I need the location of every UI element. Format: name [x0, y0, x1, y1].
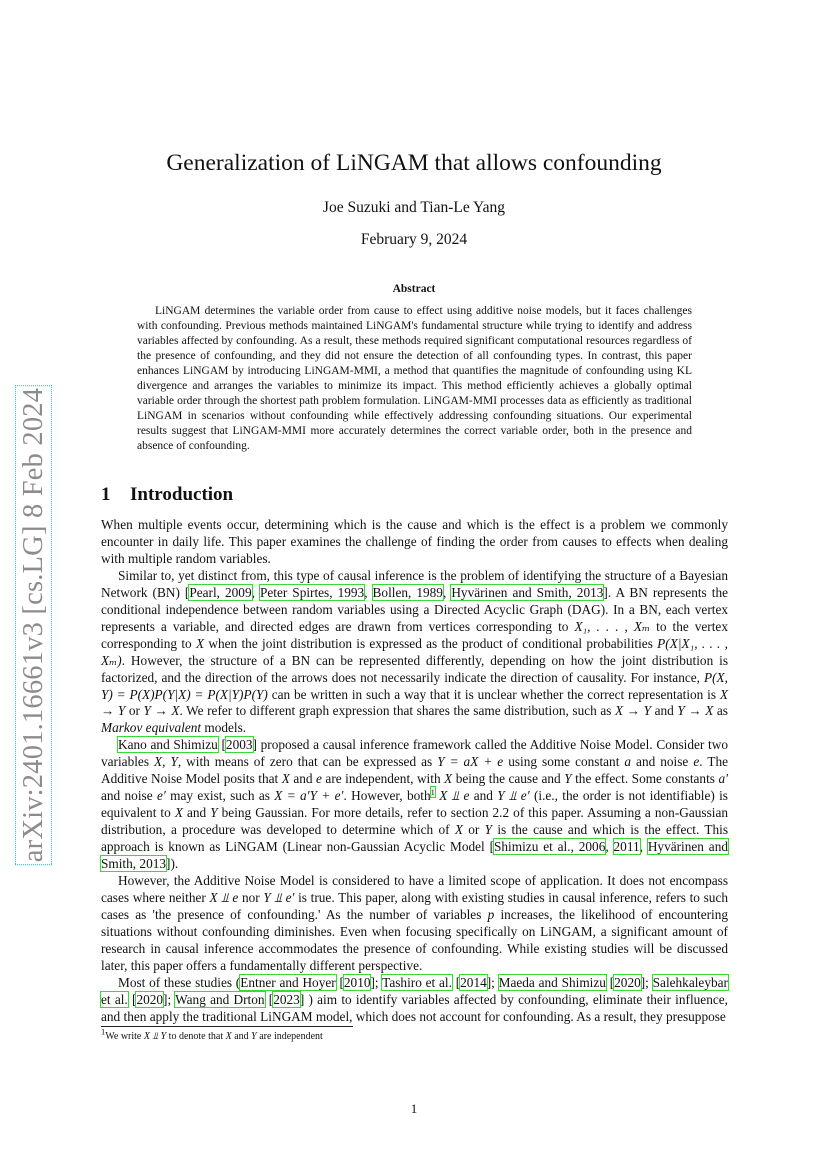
- math-expression: Y: [210, 805, 218, 821]
- citation-link[interactable]: Pearl, 2009: [189, 584, 252, 600]
- text-run: and: [650, 703, 678, 719]
- text-run: may exist, such as: [165, 788, 275, 804]
- text-run: is the cause and which is the effect. This approach is known as LiNGAM (Linear non-Gaussian Acyclic Model [: [101, 822, 728, 855]
- math-expression: Y ⫫ e′: [497, 788, 530, 804]
- text-run: and: [289, 771, 317, 787]
- text-run: ,: [442, 584, 452, 600]
- math-expression: Y ⫫ e′: [263, 889, 295, 905]
- citation-link[interactable]: Maeda and Shimizu: [498, 974, 606, 990]
- text-run: or: [125, 703, 144, 719]
- math-expression: e′: [156, 788, 166, 804]
- math-expression: p: [487, 906, 495, 922]
- text-run: [: [605, 974, 615, 990]
- text-run: ,: [364, 584, 373, 600]
- math-expression: X, Y: [154, 754, 178, 770]
- text-run: ];: [640, 974, 653, 990]
- text-run: . However, both: [343, 788, 431, 804]
- footnote-divider: [101, 1026, 353, 1027]
- citation-link[interactable]: Salehkaleybar et al.: [101, 974, 728, 1007]
- text-run: and: [182, 805, 211, 821]
- section-title: Introduction: [130, 484, 234, 505]
- math-expression: Y → X: [677, 703, 714, 719]
- math-expression: X: [225, 1031, 232, 1042]
- text-run: ]. A BN represents the conditional independence between random variables using a Directed Acyclic Graph (DAG). In a BN, each vertex represents a variable, and directed edges are drawn from vertices corresponding to: [101, 584, 729, 634]
- citation-link[interactable]: Wang and Drton: [175, 991, 265, 1007]
- math-expression: a′: [718, 771, 728, 787]
- text-run: and: [231, 1031, 252, 1042]
- text-run: increases, the likelihood of encountering situations without confounding diminishes. Even when focusing specifically on LiNGAM, a significant amount of research in causal inference accommodates the presence of confounding. While existing studies will be discussed later, this paper offers a fundamentally different perspective.: [101, 906, 729, 973]
- citation-link[interactable]: Peter Spirtes, 1993: [259, 584, 365, 600]
- citation-link[interactable]: Bollen, 1989: [372, 584, 443, 600]
- citation-link[interactable]: Hyvärinen and Smith, 2013: [101, 839, 729, 872]
- math-expression: e: [316, 771, 322, 787]
- paragraph-2: [101, 568, 728, 738]
- math-expression: Y: [251, 1031, 257, 1042]
- text-run: can be written in such a way that it is unclear whether the correct representation is: [267, 686, 720, 702]
- math-expression: a: [624, 754, 632, 770]
- math-expression: Y: [564, 771, 572, 787]
- text-run: ]).: [166, 856, 179, 872]
- citation-link[interactable]: Hyvärinen and Smith, 2013: [451, 584, 604, 600]
- text-run: , with means of zero that can be expressed as: [177, 754, 438, 770]
- math-expression: X: [444, 771, 453, 787]
- text-run: ,: [251, 584, 260, 600]
- math-expression: X: [174, 805, 183, 821]
- text-run: are independent: [256, 1031, 323, 1042]
- math-expression: X → Y: [101, 686, 728, 719]
- text-run: models.: [201, 720, 247, 736]
- text-run: to denote that: [166, 1031, 226, 1042]
- text-run: [: [264, 991, 274, 1007]
- math-expression: Y → X: [143, 703, 180, 719]
- paragraph-4: [101, 873, 728, 975]
- arxiv-identifier: [18, 388, 50, 862]
- text-run: However, the Additive Noise Model is considered to have a limited scope of application. It does not encompass cases where neither: [101, 873, 728, 905]
- text-run: [: [335, 974, 344, 990]
- section-number: 1: [101, 484, 111, 505]
- text-run: . However, the structure of a BN can be represented differently, depending on how the joint distribution is factorized, and the direction of the arrows does not necessarily indicate the direction of causality. For instance,: [101, 652, 728, 685]
- paper-title: Generalization of LiNGAM that allows confounding: [166, 150, 662, 176]
- citation-link[interactable]: 2010: [343, 974, 371, 990]
- paragraph-1: When multiple events occur, determining which is the cause and which is the effect is a problem we commonly encounter in daily life. This paper examines the challenge of finding the order from causes to effects when dealing with multiple random variables.: [101, 517, 728, 566]
- text-run: ];: [486, 974, 499, 990]
- math-expression: X₁, . . . , Xₘ: [574, 618, 651, 634]
- text-run: Similar to, yet distinct from, this type of causal inference is the problem of identifying the structure of a Bayesian Network (BN) [: [101, 567, 728, 600]
- citation-link[interactable]: 2023: [273, 991, 300, 1007]
- citation-link[interactable]: Entner and Hoyer: [240, 974, 336, 990]
- text-run: ,: [605, 839, 614, 855]
- text-run: as: [713, 703, 728, 719]
- arxiv-link[interactable]: arXiv:2401.16661v3 [cs.LG] 8 Feb 2024: [18, 387, 49, 863]
- math-expression: Y: [484, 822, 493, 838]
- citation-link[interactable]: 2011: [613, 839, 640, 855]
- paragraph-5: [101, 975, 728, 1026]
- text-run: using some constant: [503, 754, 625, 770]
- text-run: or: [462, 822, 485, 838]
- paper-authors: Joe Suzuki and Tian-Le Yang: [322, 199, 506, 216]
- text-run: ] ) aim to identify variables affected by confounding, eliminate their influence, and then apply the traditional LiNGAM model, which does not account for confounding. As a result, they presuppose: [101, 991, 728, 1024]
- paragraph-3: [101, 737, 728, 873]
- text-run: [: [451, 974, 461, 990]
- math-expression: X ⫫ e: [434, 788, 470, 804]
- text-run: We write: [105, 1031, 144, 1042]
- math-expression: X: [195, 635, 205, 651]
- citation-link[interactable]: 2003: [225, 737, 253, 753]
- abstract-heading: Abstract: [392, 283, 436, 295]
- citation-link[interactable]: Kano and Shimizu: [118, 737, 218, 753]
- math-expression: e: [693, 754, 700, 770]
- page-number: 1: [410, 1101, 418, 1116]
- emphasis-term: Markov equivalent: [101, 720, 202, 736]
- arxiv-sidebar: [18, 340, 50, 910]
- text-run: [: [217, 737, 226, 753]
- text-run: ];: [370, 974, 383, 990]
- math-expression: X: [454, 822, 463, 838]
- section-heading: [101, 484, 233, 506]
- text-run: being the cause and: [452, 771, 565, 787]
- text-run: . We refer to different graph expression that shares the same distribution, such as: [179, 703, 615, 719]
- math-expression: P(X, Y) = P(X)P(Y|X) = P(X|Y)P(Y): [101, 669, 728, 702]
- citation-link[interactable]: 2020: [136, 991, 164, 1007]
- citation-link[interactable]: Shimizu et al., 2006: [494, 839, 606, 855]
- text-run: . The Additive Noise Model posits that: [101, 754, 728, 787]
- text-run: is true. This paper, along with existing studies in causal inference, refers to such cases as 'the presence of confounding.' As the number of variables: [101, 889, 728, 922]
- text-run: to the vertex corresponding to: [101, 618, 728, 651]
- text-run: and noise: [631, 754, 694, 770]
- text-run: ,: [639, 839, 648, 855]
- math-expression: X ⫫ e: [209, 889, 239, 905]
- text-run: Most of these studies (: [118, 974, 241, 990]
- math-expression: X → Y: [615, 703, 651, 719]
- text-run: and: [469, 788, 498, 804]
- text-run: when the joint distribution is expressed as the product of conditional probabilities: [204, 635, 658, 651]
- footnote: [101, 1026, 323, 1042]
- text-run: ];: [163, 991, 176, 1007]
- text-run: ] proposed a causal inference framework called the Additive Noise Model. Consider two variables: [101, 737, 728, 770]
- abstract-text: LiNGAM determines the variable order from cause to effect using additive noise models, but it faces challenges with confounding. Previous methods maintained LiNGAM's fundamental structure while trying to identify and address variables affected by confounding. As a result, these methods required significant computational resources regardless of the presence of confounding, and they did not ensure the detection of all confounding types. In contrast, this paper enhances LiNGAM by introducing LiNGAM-MMI, a method that quantifies the magnitude of confounding using KL divergence and arranges the variables to minimize its impact. This method efficiently achieves a globally optimal variable order through the shortest path problem formulation. LiNGAM-MMI processes data as efficiently as traditional LiNGAM in scenarios without confounding while effectively addressing confounding situations. Our experimental results suggest that LiNGAM-MMI more accurately determines the correct variable order, both in the presence and absence of confounding.: [137, 305, 692, 453]
- text-run: are independent, with: [321, 771, 445, 787]
- math-expression: X = a′Y + e′: [274, 788, 344, 804]
- text-run: [: [127, 991, 137, 1007]
- math-expression: X: [281, 771, 290, 787]
- paper-date: February 9, 2024: [360, 231, 468, 248]
- footnote-mark: 1: [101, 1026, 106, 1037]
- text-run: the effect. Some constants: [571, 771, 719, 787]
- math-expression: Y = aX + e: [437, 754, 504, 770]
- body-text: [101, 517, 728, 1026]
- text-run: and noise: [101, 788, 157, 804]
- citation-link[interactable]: 2014: [460, 974, 487, 990]
- citation-link[interactable]: Tashiro et al.: [382, 974, 452, 990]
- math-expression: P(X|X₁, . . . , Xₘ): [101, 635, 728, 668]
- citation-link[interactable]: 2020: [614, 974, 641, 990]
- text-run: (i.e., the order is not identifiable) is equivalent to: [101, 788, 728, 821]
- text-run: nor: [238, 889, 264, 905]
- math-expression: X ⫫ Y: [143, 1031, 167, 1042]
- footnote-link[interactable]: 1: [430, 786, 435, 797]
- text-run: being Gaussian. For more details, refer to section 2.2 of this paper. Assuming a non-Gaussian distribution, a procedure was developed to determine which of: [101, 805, 728, 838]
